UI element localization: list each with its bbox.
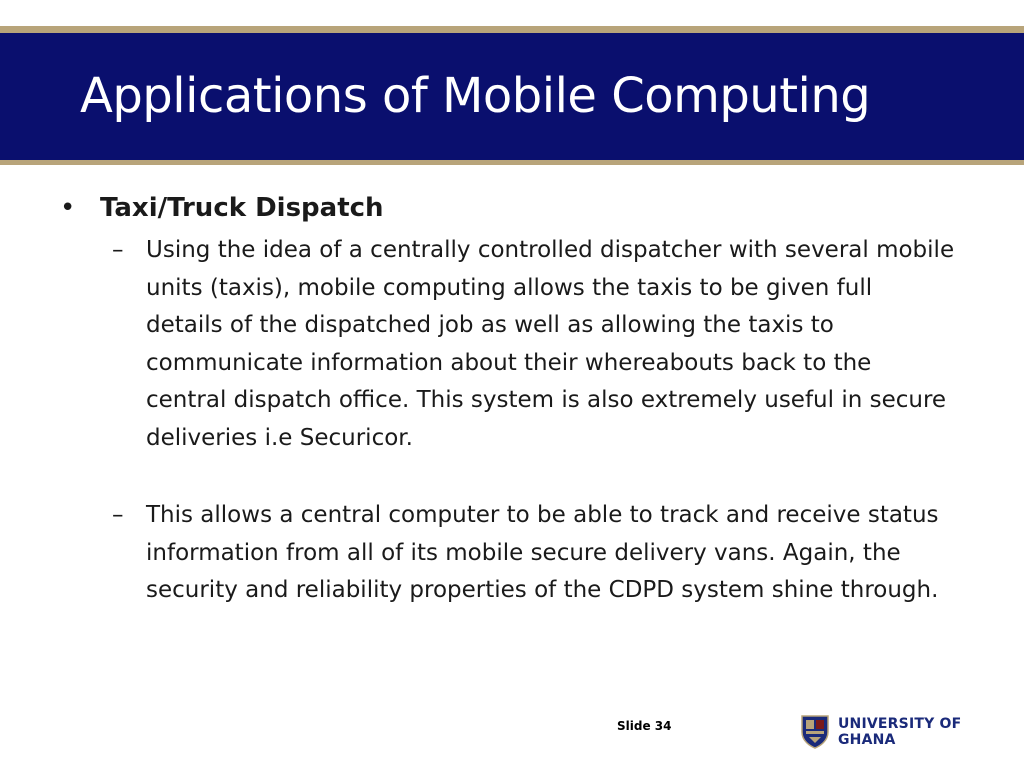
sub-bullet-text: This allows a central computer to be able to track and receive status information from all of its mobile secure delivery vans. Again, the security and reliability properties of the CDPD system shine through. [146, 502, 939, 603]
slide-title: Applications of Mobile Computing [80, 68, 871, 124]
title-underline-rule [0, 160, 1024, 165]
sub-bullet-item [112, 497, 980, 610]
sub-bullet-marker: – [112, 237, 124, 263]
slide-number: Slide 34 [617, 719, 672, 733]
bullet-heading: Taxi/Truck Dispatch [100, 193, 384, 223]
bullet-marker: • [60, 193, 76, 223]
bullet-item [60, 188, 980, 228]
top-accent-bar [0, 26, 1024, 33]
slide-content [60, 188, 980, 610]
sub-bullet-item [112, 232, 980, 457]
university-logo [800, 714, 1024, 750]
crest-icon [800, 714, 830, 750]
sub-bullet-text: Using the idea of a centrally controlled dispatcher with several mobile units (taxis), mobile computing allows the taxis to be given full details of the dispatched job as well as allowing the taxis to communicate information about their whereabouts back to the central dispatch office. This system is also extremely useful in secure deliveries i.e Securicor. [146, 237, 955, 451]
sub-bullet-marker: – [112, 502, 124, 528]
logo-text: UNIVERSITY OF GHANA [837, 716, 962, 748]
